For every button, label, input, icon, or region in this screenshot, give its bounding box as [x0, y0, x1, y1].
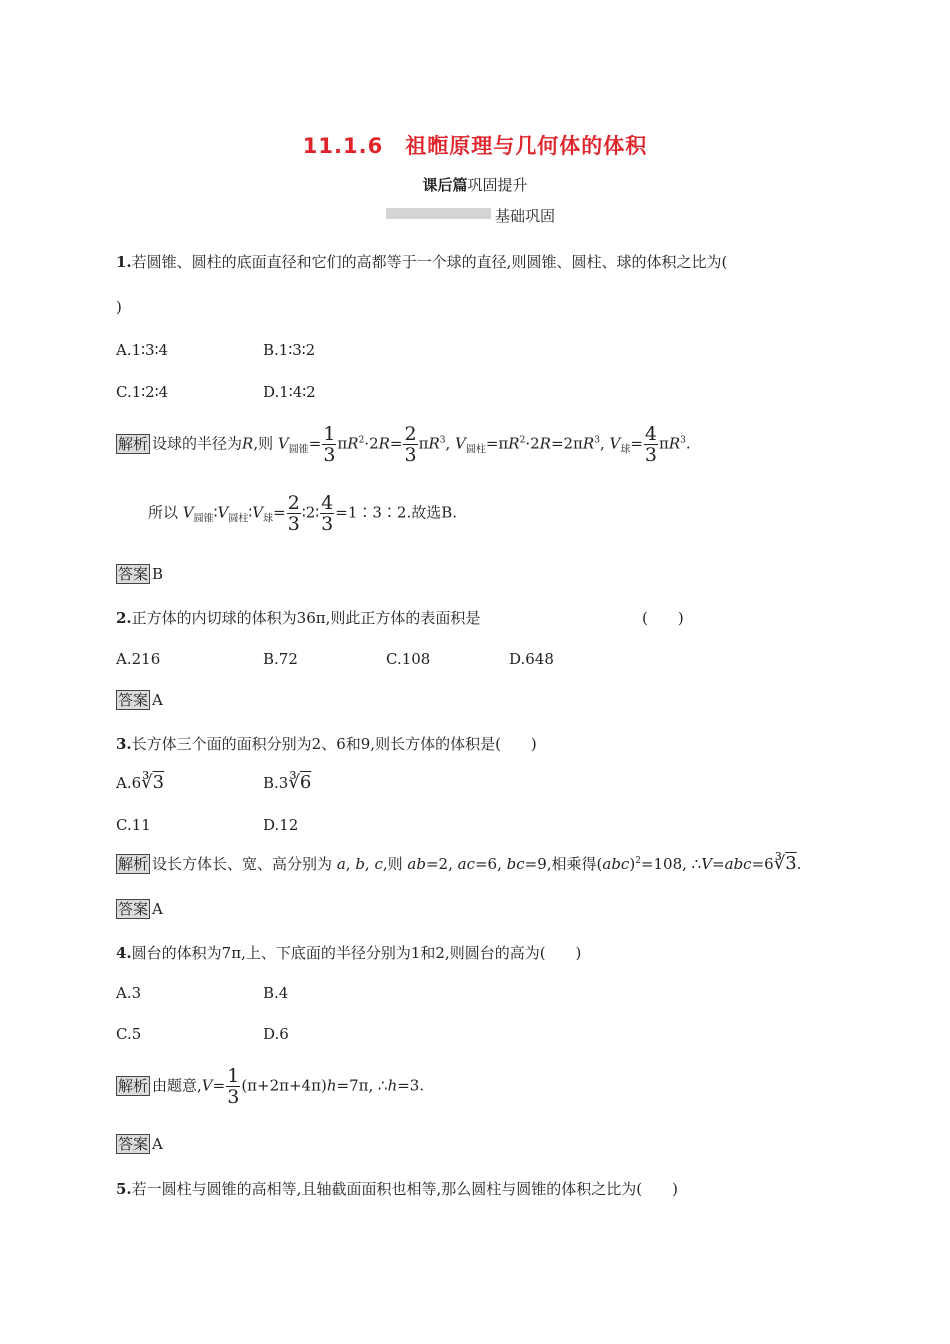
analysis-tag: 解析 — [118, 1076, 149, 1095]
q1-option-b: B.1∶3∶2 — [263, 341, 316, 359]
q1-analysis-line2: 所以 $V_{圆锥}∶V_{圆柱}∶V_球=$ $\frac{2}{3}$ ∶2∶ $\frac{4}{3}$ =1∶3∶2.故选B. — [148, 492, 458, 535]
q3-option-b: B.3∛6 — [263, 772, 312, 793]
section-label: 基础巩固 — [495, 207, 556, 225]
q4-answer: 答案 A — [118, 1135, 163, 1153]
question-1-stem-end: ) — [116, 298, 122, 316]
section-bar — [386, 208, 491, 219]
q2-answer: 答案 A — [118, 691, 163, 709]
q3-option-c: C.11 — [116, 816, 151, 834]
q1-analysis: 解析 设球的半径为R,则 $V_{圆锥}=$ $\frac{1}{3}$ $\pi R^2\cdot 2R=$ $\frac{2}{3}$ $\pi R^3$, $V_{圆柱}=\pi R^2\cdot 2R=2\pi R^3$, $V_球=$ $\frac{4}{3}$ $\pi R^3$. — [118, 423, 691, 466]
q1-option-c: C.1∶2∶4 — [116, 383, 169, 401]
q3-option-a: A.6∛3 — [116, 772, 165, 793]
q3-option-d: D.12 — [263, 816, 299, 834]
q1-option-d: D.1∶4∶2 — [263, 383, 316, 401]
question-4-stem: 4.圆台的体积为7π,上、下底面的半径分别为1和2,则圆台的高为( ) — [116, 944, 582, 962]
q1-answer: 答案 B — [118, 565, 164, 583]
question-2-paren: ( ) — [642, 609, 684, 627]
q4-option-a: A.3 — [116, 984, 142, 1002]
answer-tag: 答案 — [118, 691, 149, 709]
q2-option-a: A.216 — [116, 650, 161, 668]
question-3-stem: 3.长方体三个面的面积分别为2、6和9,则长方体的体积是( ) — [116, 735, 537, 753]
answer-tag: 答案 — [118, 900, 149, 918]
q2-option-c: C.108 — [386, 650, 431, 668]
q3-answer: 答案 A — [118, 900, 163, 918]
subtitle: 课后篇巩固提升 — [422, 176, 528, 194]
analysis-tag: 解析 — [118, 855, 149, 873]
q2-option-b: B.72 — [263, 650, 298, 668]
q4-option-c: C.5 — [116, 1025, 142, 1043]
q2-option-d: D.648 — [509, 650, 554, 668]
page-title: 11.1.6 祖暅原理与几何体的体积 — [302, 134, 648, 158]
question-2-stem: 2.正方体的内切球的体积为36π,则此正方体的表面积是 — [116, 609, 481, 627]
question-5-stem: 5.若一圆柱与圆锥的高相等,且轴截面面积也相等,那么圆柱与圆锥的体积之比为( ) — [116, 1180, 678, 1198]
answer-tag: 答案 — [118, 1135, 149, 1153]
q3-analysis: 解析 设长方体长、宽、高分别为 a, b, c,则 ab=2, ac=6, bc=9,相乘得(abc)$^2$=108, ∴V=abc=6∛3. — [118, 853, 802, 874]
question-1-stem: 1.若圆锥、圆柱的底面直径和它们的高都等于一个球的直径,则圆锥、圆柱、球的体积之比为( — [116, 253, 728, 271]
q4-analysis: 解析 由题意,V= $\frac{1}{3}$ (π+2π+4π)h=7π, ∴h=3. — [118, 1065, 425, 1108]
answer-tag: 答案 — [118, 565, 149, 583]
analysis-tag: 解析 — [118, 434, 149, 453]
q4-option-b: B.4 — [263, 984, 289, 1002]
q1-option-a: A.1∶3∶4 — [116, 341, 169, 359]
q4-option-d: D.6 — [263, 1025, 289, 1043]
